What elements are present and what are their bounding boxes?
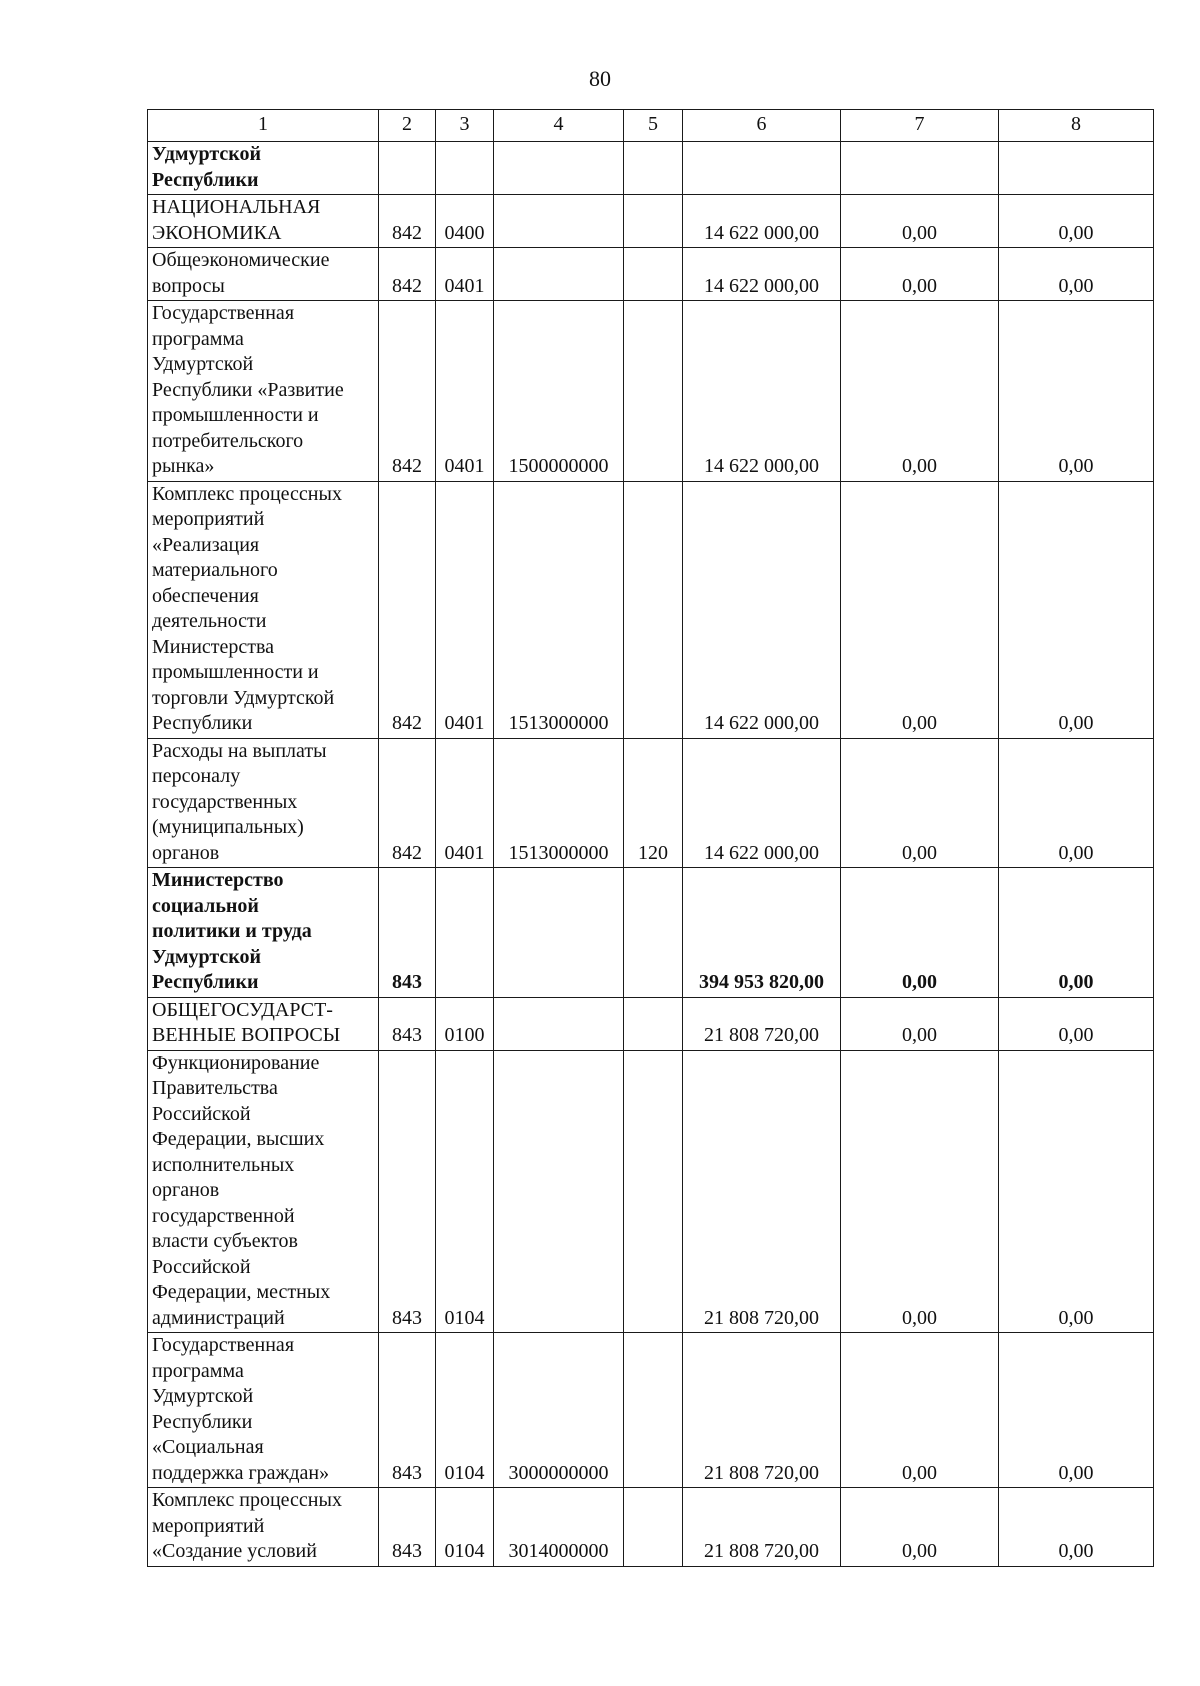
cell-item-name-line: Федерации, высших — [152, 1128, 325, 1150]
table-header-row — [148, 110, 1154, 142]
table-row — [148, 1333, 1154, 1488]
cell-expense-type — [624, 481, 683, 738]
cell-item-name-line: Правительства — [152, 1077, 278, 1099]
cell-item-name-line: политики и труда — [152, 920, 312, 942]
cell-item-name-line: Министерства — [152, 635, 275, 658]
column-header: 5 — [624, 110, 683, 142]
cell-amount-col7: 0,00 — [841, 1333, 999, 1488]
cell-item-name-line: Республики — [152, 1410, 253, 1433]
cell-amount-col8: 0,00 — [999, 868, 1154, 998]
cell-ministry-code: 843 — [379, 868, 436, 998]
cell-item-name-line: «Реализация — [152, 533, 260, 556]
cell-section-code: 0401 — [436, 301, 494, 482]
cell-ministry-code — [379, 142, 436, 195]
cell-expense-type — [624, 868, 683, 998]
cell-item-name-line: государственной — [152, 1204, 295, 1227]
cell-ministry-code: 842 — [379, 738, 436, 868]
cell-target-article: 3014000000 — [494, 1488, 624, 1567]
cell-item-name-line: Республики — [152, 971, 259, 993]
cell-item-name-line: Удмуртской — [152, 945, 262, 968]
cell-item-name-line: Российской — [152, 1255, 251, 1278]
cell-item-name-line: (муниципальных) — [152, 816, 304, 838]
cell-amount-col8: 0,00 — [999, 1488, 1154, 1567]
cell-item-name — [148, 195, 379, 248]
cell-item-name-line: Республики «Развитие — [152, 378, 344, 401]
table-row — [148, 248, 1154, 301]
cell-target-article — [494, 195, 624, 248]
cell-amount-col8: 0,00 — [999, 195, 1154, 248]
cell-item-name-line: органов — [152, 841, 220, 864]
cell-section-code: 0400 — [436, 195, 494, 248]
cell-item-name-line: органов — [152, 1179, 220, 1201]
cell-amount-col7: 0,00 — [841, 248, 999, 301]
cell-expense-type — [624, 997, 683, 1050]
column-header: 4 — [494, 110, 624, 142]
cell-target-article — [494, 997, 624, 1050]
cell-amount-col6: 14 622 000,00 — [683, 481, 841, 738]
cell-amount-col7: 0,00 — [841, 481, 999, 738]
cell-ministry-code: 843 — [379, 1333, 436, 1488]
cell-item-name-line: Удмуртской — [152, 1385, 254, 1407]
cell-item-name-line: «Социальная — [152, 1436, 264, 1458]
cell-item-name-line: Государственная — [152, 1334, 295, 1356]
cell-item-name-line: Комплекс процессных — [152, 1489, 342, 1511]
cell-amount-col8: 0,00 — [999, 1050, 1154, 1333]
cell-amount-col7: 0,00 — [841, 301, 999, 482]
cell-item-name-line: Функционирование — [152, 1051, 320, 1074]
cell-item-name-line: власти субъектов — [152, 1230, 298, 1252]
cell-item-name-line: Общеэкономические — [152, 249, 330, 271]
cell-item-name-line: вопросы — [152, 274, 225, 297]
cell-expense-type — [624, 301, 683, 482]
cell-ministry-code: 843 — [379, 997, 436, 1050]
cell-item-name-line: промышленности и — [152, 404, 319, 426]
cell-item-name-line: администраций — [152, 1306, 285, 1329]
cell-item-name-line: Государственная — [152, 302, 295, 324]
cell-section-code: 0104 — [436, 1050, 494, 1333]
cell-item-name-line: мероприятий — [152, 1514, 265, 1537]
cell-item-name-line: поддержка граждан» — [152, 1461, 330, 1484]
cell-item-name — [148, 1050, 379, 1333]
budget-table — [147, 109, 1154, 1567]
cell-section-code — [436, 142, 494, 195]
cell-ministry-code: 843 — [379, 1488, 436, 1567]
cell-ministry-code: 842 — [379, 248, 436, 301]
cell-amount-col6: 21 808 720,00 — [683, 1488, 841, 1567]
cell-item-name-line: Российской — [152, 1102, 251, 1125]
cell-expense-type — [624, 248, 683, 301]
cell-item-name-line: материального — [152, 559, 278, 581]
cell-item-name-line: торговли Удмуртской — [152, 686, 335, 709]
cell-amount-col7: 0,00 — [841, 997, 999, 1050]
cell-ministry-code: 842 — [379, 481, 436, 738]
cell-item-name-line: Республики — [152, 168, 259, 191]
cell-section-code: 0104 — [436, 1488, 494, 1567]
cell-item-name — [148, 248, 379, 301]
cell-amount-col8: 0,00 — [999, 997, 1154, 1050]
cell-target-article — [494, 868, 624, 998]
cell-item-name-line: исполнительных — [152, 1153, 295, 1176]
column-header: 8 — [999, 110, 1154, 142]
table-row — [148, 997, 1154, 1050]
cell-item-name — [148, 868, 379, 998]
cell-section-code — [436, 868, 494, 998]
cell-item-name-line: Удмуртской — [152, 143, 262, 165]
cell-amount-col6: 14 622 000,00 — [683, 738, 841, 868]
cell-item-name-line: программа — [152, 1359, 244, 1382]
column-header: 1 — [148, 110, 379, 142]
column-header: 3 — [436, 110, 494, 142]
cell-item-name-line: социальной — [152, 894, 259, 917]
page-number: 80 — [589, 66, 611, 91]
cell-amount-col7: 0,00 — [841, 1488, 999, 1567]
cell-amount-col7 — [841, 142, 999, 195]
cell-target-article: 1513000000 — [494, 738, 624, 868]
cell-amount-col7: 0,00 — [841, 195, 999, 248]
cell-item-name-line: потребительского — [152, 429, 304, 452]
cell-ministry-code: 843 — [379, 1050, 436, 1333]
cell-expense-type — [624, 142, 683, 195]
cell-amount-col6: 394 953 820,00 — [683, 868, 841, 998]
cell-item-name-line: ВЕННЫЕ ВОПРОСЫ — [152, 1024, 341, 1046]
table-row — [148, 1488, 1154, 1567]
cell-amount-col7: 0,00 — [841, 738, 999, 868]
cell-section-code: 0401 — [436, 738, 494, 868]
cell-expense-type — [624, 1050, 683, 1333]
table-row — [148, 301, 1154, 482]
cell-item-name — [148, 301, 379, 482]
cell-target-article: 3000000000 — [494, 1333, 624, 1488]
cell-expense-type — [624, 1333, 683, 1488]
cell-item-name-line: рынка» — [152, 455, 215, 477]
cell-amount-col6: 14 622 000,00 — [683, 301, 841, 482]
cell-item-name-line: Удмуртской — [152, 353, 254, 375]
cell-target-article — [494, 248, 624, 301]
cell-item-name-line: Комплекс процессных — [152, 482, 342, 505]
cell-amount-col8 — [999, 142, 1154, 195]
cell-amount-col6: 21 808 720,00 — [683, 997, 841, 1050]
table-row — [148, 1050, 1154, 1333]
cell-item-name-line: государственных — [152, 790, 298, 813]
cell-item-name-line: ЭКОНОМИКА — [152, 221, 282, 244]
cell-item-name-line: ОБЩЕГОСУДАРСТ- — [152, 998, 333, 1021]
cell-amount-col6 — [683, 142, 841, 195]
cell-section-code: 0401 — [436, 248, 494, 301]
cell-expense-type — [624, 195, 683, 248]
cell-item-name-line: программа — [152, 327, 244, 350]
cell-item-name — [148, 481, 379, 738]
cell-item-name-line: «Создание условий — [152, 1540, 317, 1562]
cell-item-name — [148, 1333, 379, 1488]
cell-item-name — [148, 997, 379, 1050]
cell-item-name-line: Федерации, местных — [152, 1281, 331, 1303]
column-header: 6 — [683, 110, 841, 142]
cell-ministry-code: 842 — [379, 195, 436, 248]
cell-item-name-line: мероприятий — [152, 508, 265, 530]
cell-item-name-line: Министерство — [152, 869, 284, 891]
cell-item-name-line: деятельности — [152, 610, 267, 632]
table-row — [148, 868, 1154, 998]
cell-amount-col8: 0,00 — [999, 248, 1154, 301]
cell-item-name — [148, 738, 379, 868]
cell-target-article: 1513000000 — [494, 481, 624, 738]
cell-amount-col6: 14 622 000,00 — [683, 248, 841, 301]
cell-item-name-line: промышленности и — [152, 661, 319, 683]
cell-section-code: 0100 — [436, 997, 494, 1050]
column-header: 7 — [841, 110, 999, 142]
cell-target-article — [494, 1050, 624, 1333]
cell-section-code: 0401 — [436, 481, 494, 738]
cell-item-name-line: НАЦИОНАЛЬНАЯ — [152, 196, 321, 218]
cell-item-name-line: персоналу — [152, 765, 241, 787]
table-row — [148, 142, 1154, 195]
table-row — [148, 738, 1154, 868]
cell-amount-col6: 14 622 000,00 — [683, 195, 841, 248]
cell-amount-col8: 0,00 — [999, 481, 1154, 738]
cell-amount-col8: 0,00 — [999, 1333, 1154, 1488]
cell-target-article: 1500000000 — [494, 301, 624, 482]
cell-amount-col7: 0,00 — [841, 868, 999, 998]
cell-amount-col8: 0,00 — [999, 738, 1154, 868]
cell-amount-col7: 0,00 — [841, 1050, 999, 1333]
cell-item-name-line: Республики — [152, 712, 253, 734]
table-row — [148, 195, 1154, 248]
cell-item-name — [148, 1488, 379, 1567]
cell-ministry-code: 842 — [379, 301, 436, 482]
cell-amount-col6: 21 808 720,00 — [683, 1050, 841, 1333]
cell-target-article — [494, 142, 624, 195]
table-row — [148, 481, 1154, 738]
cell-amount-col8: 0,00 — [999, 301, 1154, 482]
cell-expense-type: 120 — [624, 738, 683, 868]
cell-amount-col6: 21 808 720,00 — [683, 1333, 841, 1488]
cell-section-code: 0104 — [436, 1333, 494, 1488]
cell-item-name-line: Расходы на выплаты — [152, 739, 327, 762]
cell-expense-type — [624, 1488, 683, 1567]
cell-item-name — [148, 142, 379, 195]
column-header: 2 — [379, 110, 436, 142]
cell-item-name-line: обеспечения — [152, 584, 259, 607]
